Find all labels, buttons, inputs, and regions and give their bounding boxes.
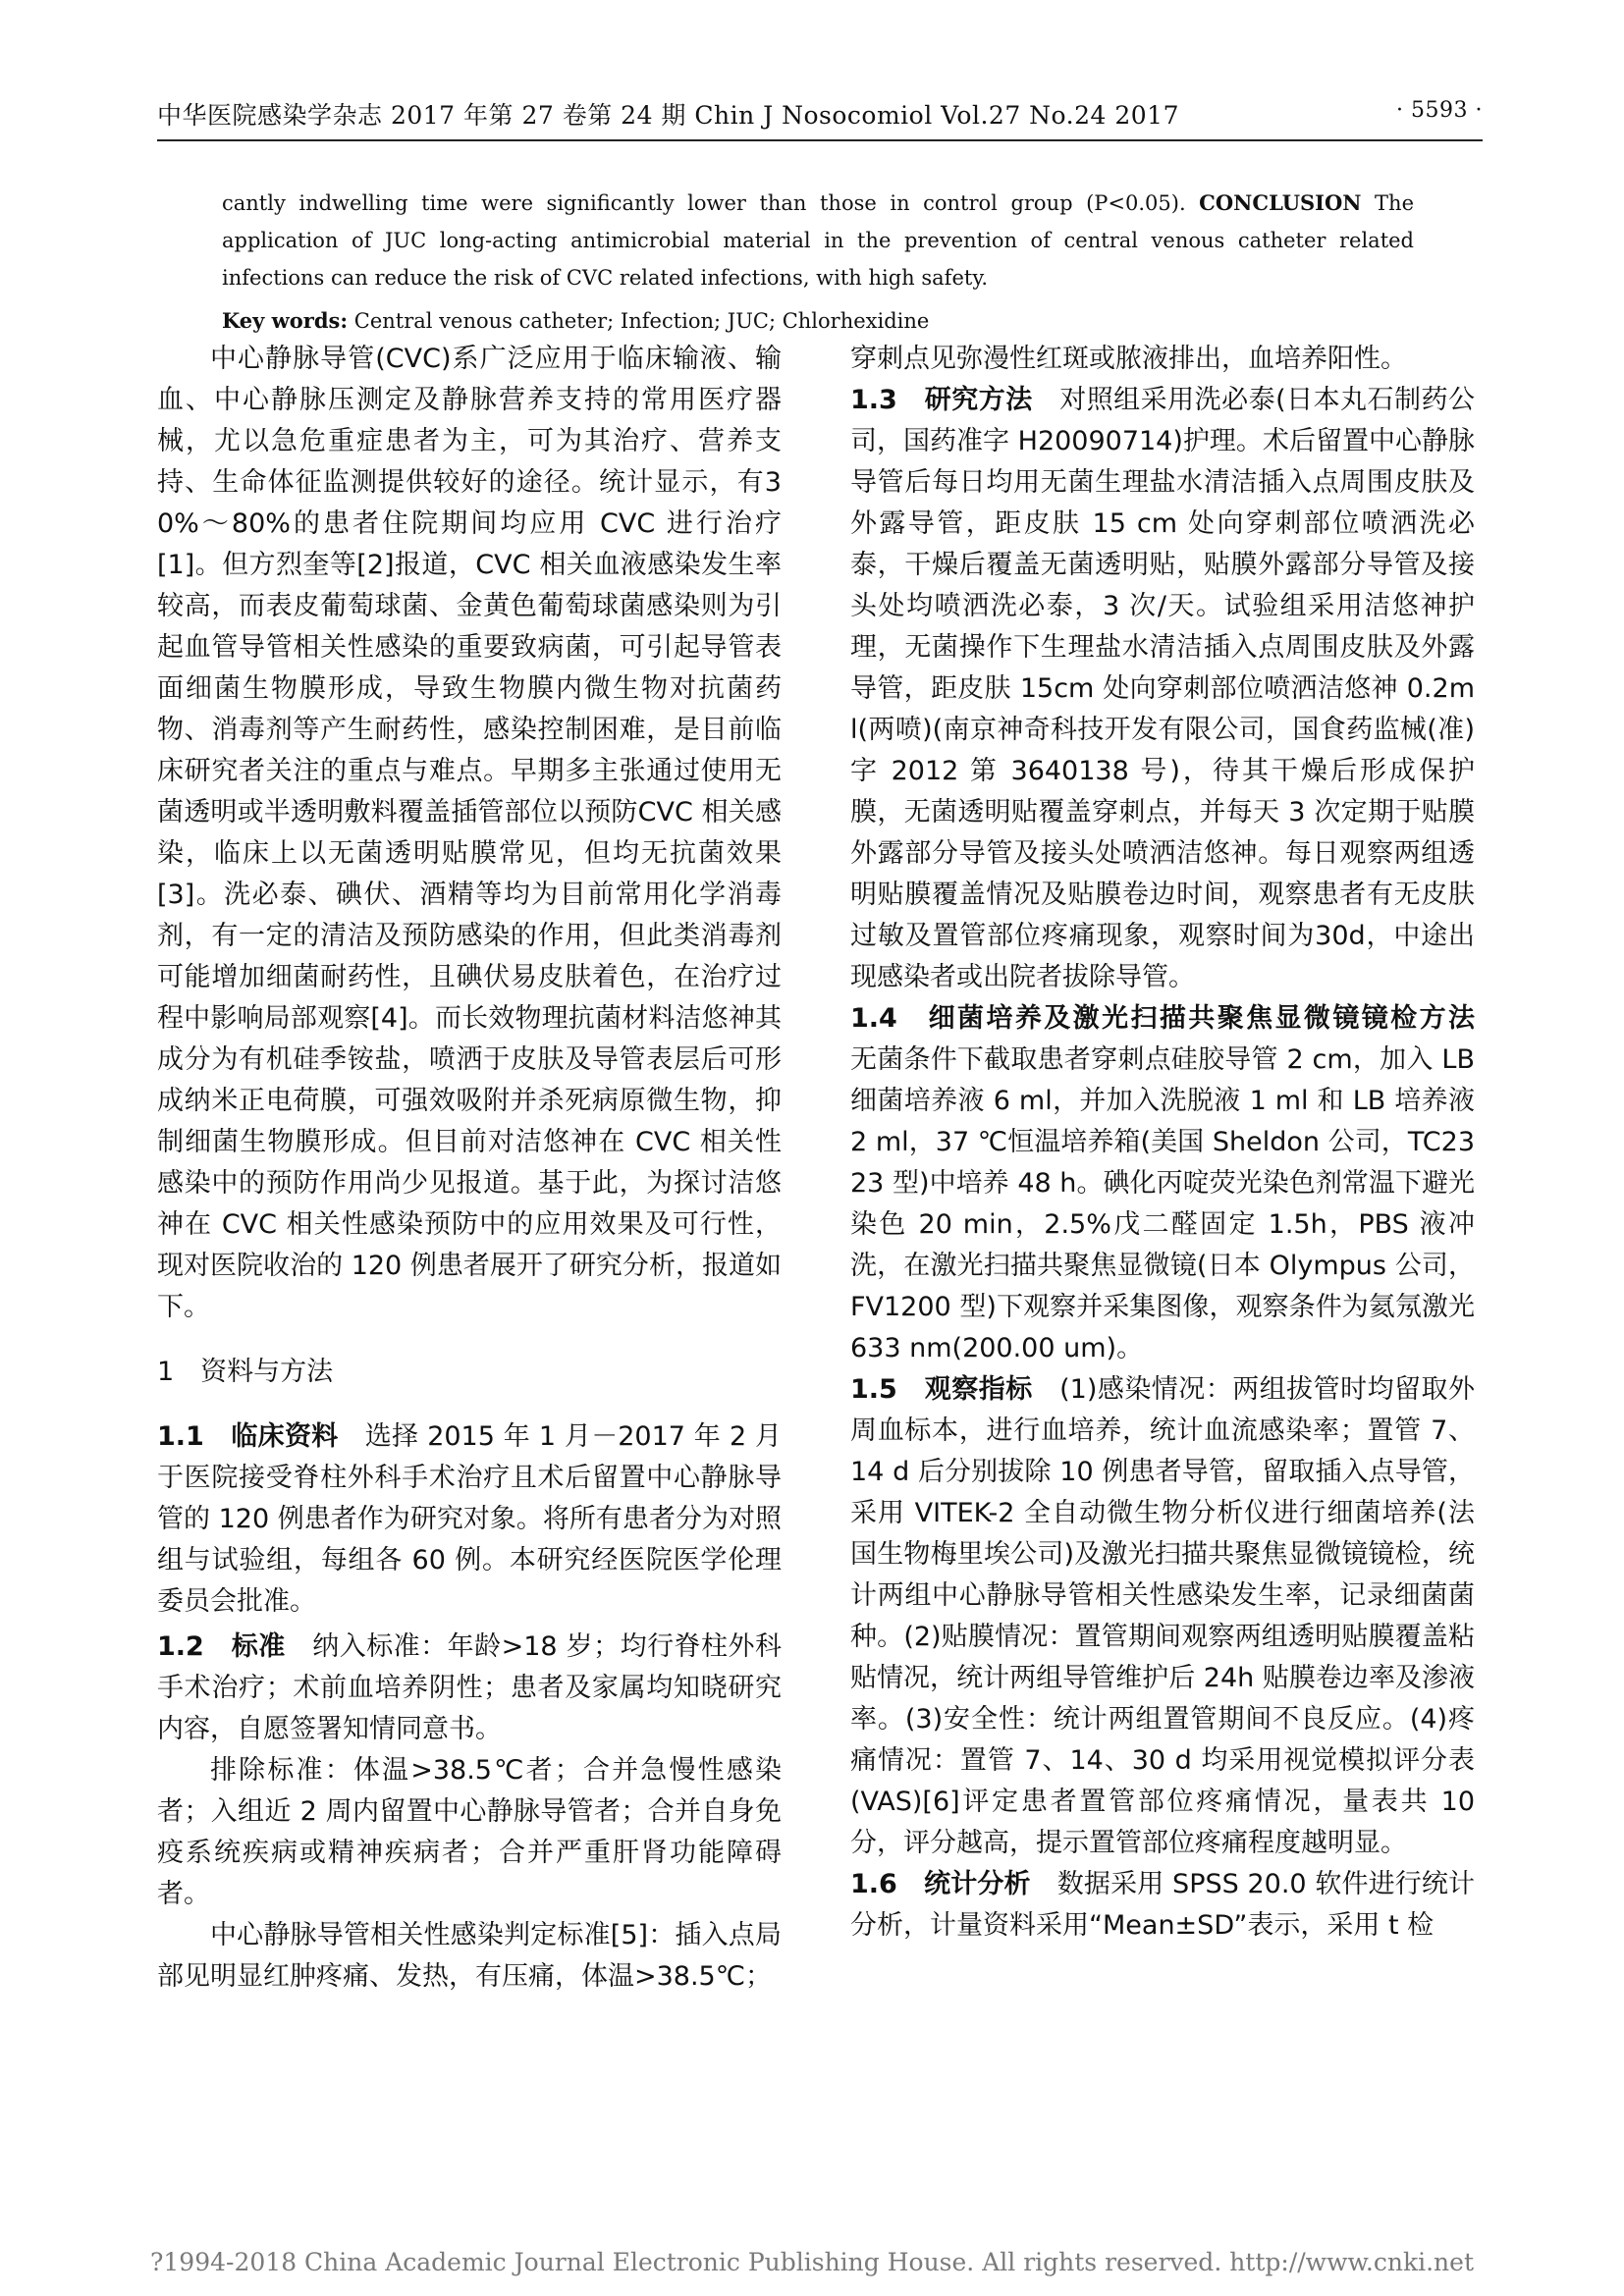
header-rule xyxy=(157,139,1483,141)
section-1-3 xyxy=(850,380,1475,998)
section-1-6 xyxy=(850,1864,1475,1947)
abstract-conclusion: The application of JUC long-acting antimicrobial material in the prevention of central venous catheter related infections can reduce the risk of CVC related infections, with high safety. xyxy=(222,191,1415,290)
right-column xyxy=(850,339,1501,1947)
infection-criteria: 中心静脉导管相关性感染判定标准[5]：插入点局部见明显红肿疼痛、发热，有压痛，体温>38.5℃； xyxy=(157,1920,782,1992)
text-1-6: 数据采用 SPSS 20.0 软件进行统计分析，计量资料采用“Mean±SD”表示，采用 t 检 xyxy=(850,1869,1475,1941)
keywords xyxy=(222,302,1414,340)
text-1-3: 对照组采用洗必泰(日本丸石制药公司，国药准字 H20090714)护理。术后留置中心静脉导管后每日均用无菌生理盐水清洁插入点周围皮肤及外露导管，距皮肤 15 cm 处向穿刺部位喷洒洗必泰，干燥后覆盖无菌透明贴，贴膜外露部分导管及接头处均喷洒洗必泰，3 次/天。试验组采用洁悠神护理，无菌操作下生理盐水清洁插入点周围皮肤及外露导管，距皮肤 15cm 处向穿刺部位喷洒洁悠神 0.2ml(两喷)(南京神奇科技开发有限公司，国食药监械(准)字 2012 第 3640138 号)，待其干燥后形成保护膜，无菌透明贴覆盖穿刺点，并每天 3 次定期于贴膜外露部分导管及接头处喷洒洁悠神。每日观察两组透明贴膜覆盖情况及贴膜卷边时间，观察患者有无皮肤过敏及置管部位疼痛现象，观察时间为30d，中途出现感染者或出院者拔除导管。 xyxy=(850,385,1475,992)
abstract-text xyxy=(222,185,1414,296)
heading-1-3: 1.3 研究方法 xyxy=(850,385,1060,415)
text-1-2: 纳入标准：年龄>18 岁；均行脊柱外科手术治疗；术前血培养阴性；患者及家属均知晓研究内容，自愿签署知情同意书。 xyxy=(157,1631,782,1744)
heading-1-1: 1.1 临床资料 xyxy=(157,1421,365,1452)
journal-citation: 中华医院感染学杂志 2017 年第 27 卷第 24 期 Chin J Nosocomiol Vol.27 No.24 2017 xyxy=(157,101,1179,130)
section-1-4 xyxy=(850,998,1501,1369)
heading-1-4: 1.4 细菌培养及激光扫描共聚焦显微镜镜检方法 xyxy=(850,1003,1501,1034)
abstract-tail xyxy=(222,185,1414,296)
keywords-list: Central venous catheter; Infection; JUC; Chlorhexidine xyxy=(348,309,930,333)
intro-paragraph: 中心静脉导管(CVC)系广泛应用于临床输液、输血、中心静脉压测定及静脉营养支持的常用医疗器械，尤以急危重症患者为主，可为其治疗、营养支持、生命体征监测提供较好的途径。统计显示，有30%～80%的患者住院期间均应用 CVC 进行治疗[1]。但方烈奎等[2]报道，CVC 相关血液感染发生率较高，而表皮葡萄球菌、金黄色葡萄球菌感染则为引起血管导管相关性感染的重要致病菌，可引起导管表面细菌生物膜形成，导致生物膜内微生物对抗菌药物、消毒剂等产生耐药性，感染控制困难，是目前临床研究者关注的重点与难点。早期多主张通过使用无菌透明或半透明敷料覆盖插管部位以预防CVC 相关感染，临床上以无菌透明贴膜常见，但均无抗菌效果[3]。洗必泰、碘伏、酒精等均为目前常用化学消毒剂，有一定的清洁及预防感染的作用，但此类消毒剂可能增加细菌耐药性，且碘伏易皮肤着色，在治疗过程中影响局部观察[4]。而长效物理抗菌材料洁悠神其成分为有机硅季铵盐，喷洒于皮肤及导管表层后可形成纳米正电荷膜，可强效吸附并杀死病原微生物，抑制细菌生物膜形成。但目前对洁悠神在 CVC 相关性感染中的预防作用尚少见报道。基于此，为探讨洁悠神在 CVC 相关性感染预防中的应用效果及可行性，现对医院收治的 120 例患者展开了研究分析，报道如下。 xyxy=(157,344,782,1322)
heading-1-5: 1.5 观察指标 xyxy=(850,1374,1060,1405)
abstract-result-tail: cantly indwelling time were significantly lower than those in control group (P<0.05). xyxy=(222,191,1200,215)
heading-1-2: 1.2 标准 xyxy=(157,1631,313,1662)
conclusion-label: CONCLUSION xyxy=(1199,190,1362,215)
keywords-label: Key words: xyxy=(222,308,349,333)
copyright-footer: ?1994-2018 China Academic Journal Electronic Publishing House. All rights reserved. http://www.cnki.net xyxy=(150,2248,1474,2276)
page-number: · 5593 · xyxy=(1396,98,1483,123)
exclusion-criteria: 排除标准：体温>38.5℃者；合并急慢性感染者；入组近 2 周内留置中心静脉导管者；合并自身免疫系统疾病或精神疾病者；合并严重肝肾功能障碍者。 xyxy=(157,1755,782,1909)
section-heading-1: 1 资料与方法 xyxy=(157,1357,334,1387)
text-1-5: (1)感染情况：两组拔管时均留取外周血标本，进行血培养，统计血流感染率；置管 7、14 d 后分别拔除 10 例患者导管，留取插入点导管，采用 VITEK-2 全自动微生物分析仪进行细菌培养(法国生物梅里埃公司)及激光扫描共聚焦显微镜镜检，统计两组中心静脉导管相关性感染发生率，记录细菌菌种。(2)贴膜情况：置管期间观察两组透明贴膜覆盖粘贴情况，统计两组导管维护后 24h 贴膜卷边率及渗液率。(3)安全性：统计两组置管期间不良反应。(4)疼痛情况：置管 7、14、30 d 均采用视觉模拟评分表(VAS)[6]评定患者置管部位疼痛情况，量表共 10 分，评分越高，提示置管部位疼痛程度越明显。 xyxy=(850,1374,1475,1858)
running-header xyxy=(157,96,1483,135)
left-column xyxy=(157,339,782,1998)
text-1-1: 选择 2015 年 1 月－2017 年 2 月于医院接受脊柱外科手术治疗且术后留置中心静脉导管的 120 例患者作为研究对象。将所有患者分为对照组与试验组，每组各 60 例。本研究经医院医学伦理委员会批准。 xyxy=(157,1421,782,1617)
continued-text: 穿刺点见弥漫性红斑或脓液排出，血培养阳性。 xyxy=(850,344,1407,374)
section-1-5 xyxy=(850,1369,1475,1864)
section-1-2 xyxy=(157,1627,782,1750)
section-1-1 xyxy=(157,1416,782,1623)
heading-1-6: 1.6 统计分析 xyxy=(850,1869,1057,1899)
text-1-4: 无菌条件下截取患者穿刺点硅胶导管 2 cm，加入 LB 细菌培养液 6 ml，并加入洗脱液 1 ml 和 LB 培养液 2 ml，37 ℃恒温培养箱(美国 Sheldon 公司，TC2323 型)中培养 48 h。碘化丙啶荧光染色剂常温下避光染色 20 min，2.5%戊二醛固定 1.5h，PBS 液冲洗，在激光扫描共聚焦显微镜(日本 Olympus 公司，FV1200 型)下观察并采集图像，观察条件为氦氖激光 633 nm(200.00 um)。 xyxy=(850,1044,1475,1363)
